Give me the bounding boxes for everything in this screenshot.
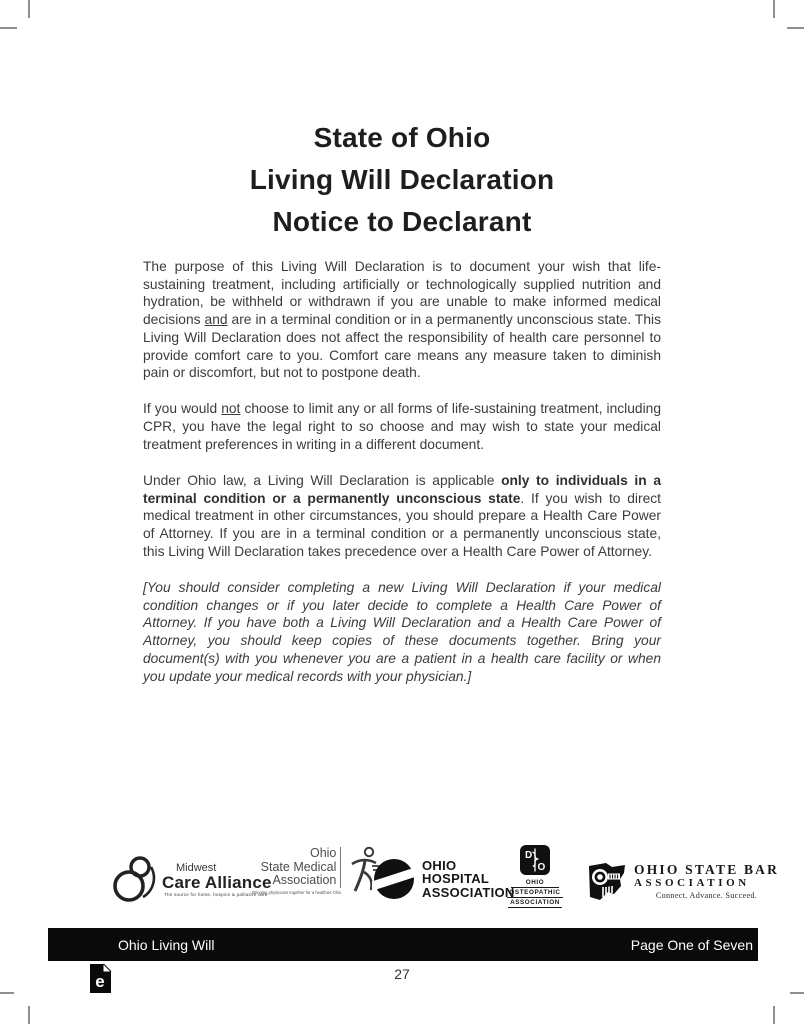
mca-brand-top: Midwest <box>176 861 217 874</box>
paragraph-purpose <box>143 258 661 382</box>
ooa-line-3: ASSOCIATION <box>510 899 560 906</box>
crop-mark-bottom-left-vertical <box>28 1006 30 1024</box>
title-line-3: Notice to Declarant <box>272 206 532 237</box>
document-title <box>0 117 804 243</box>
mca-brand-main: Care Alliance <box>162 872 272 892</box>
paragraph-purpose-text: The purpose of this Living Will Declaration is to document your wish that life-sustaining treatment, including artificially or technologically supplied nutrition and hydration, be withheld or withdrawn if you are unable to make informed medical decisions <box>143 259 661 328</box>
paragraph-applicability-bold-text: only to individuals in a terminal condition or a permanently unconscious state <box>143 473 661 506</box>
footer-page-label: Page One of Seven <box>630 936 753 953</box>
ooa-line-1: OHIO <box>511 878 559 888</box>
osma-wordmark <box>252 847 341 895</box>
edoc-letter: e <box>95 972 105 991</box>
edocument-icon <box>89 963 112 999</box>
logo-midwest-care-alliance <box>112 853 272 905</box>
osba-wordmark <box>634 862 779 900</box>
osma-line-3: Association <box>272 873 337 887</box>
osma-line-2: State Medical <box>260 859 337 874</box>
paragraph-choice <box>143 400 661 453</box>
paragraph-choice-underlined-word: not <box>221 401 241 417</box>
oha-line-2: HOSPITAL <box>422 871 490 887</box>
osba-line-2: ASSOCIATION <box>634 877 750 889</box>
crop-mark-bottom-right-horizontal <box>790 992 804 994</box>
title-line-1: State of Ohio <box>313 122 491 153</box>
ooa-dso-badge-icon <box>520 845 550 875</box>
page-number: 27 <box>394 966 410 982</box>
title-line-2: Living Will Declaration <box>249 164 555 195</box>
ooa-badge-letter-d: D <box>525 850 533 861</box>
crop-mark-bottom-right-vertical <box>773 1006 775 1024</box>
document-body <box>143 258 661 704</box>
logo-ohio-state-medical-association <box>252 847 383 895</box>
paragraph-applicability-text: Under Ohio law, a Living Will Declaration is applicable <box>143 473 502 489</box>
logo-ohio-osteopathic-association <box>504 845 566 908</box>
footer-bar <box>48 928 758 961</box>
crop-mark-bottom-left-horizontal <box>0 992 14 994</box>
osma-tagline: Bringing physicians together for a healthier Ohio <box>252 889 342 895</box>
oha-wordmark <box>422 859 515 900</box>
footer-document-name: Ohio Living Will <box>118 936 215 953</box>
paragraph-advisory-italic: [You should consider completing a new Living Will Declaration if your medical condition changes or if you later decide to complete a Health Care Power of Attorney. If you have both a Living Will Declaration and a Health Care Power of Attorney, you should keep copies of these documents together. Bring your document(s) with you whenever you are a patient in a health care facility or when you update your medical records with your physician.] <box>143 580 661 684</box>
paragraph-applicability-text-cont: . If you wish to direct medical treatment in other circumstances, you should prepare a Health Care Power of Attorney. If you are in a terminal condition or a permanently unconscious state, this Living Will Declaration takes precedence over a Health Care Power of Attorney. <box>143 490 661 559</box>
crop-mark-top-left-horizontal <box>0 27 17 29</box>
midwest-care-alliance-rings-icon <box>112 853 160 905</box>
mca-tagline: The source for home, hospice & palliative care <box>164 891 268 897</box>
paragraph-applicability <box>143 472 661 561</box>
osma-line-1: Ohio <box>309 846 337 860</box>
osba-tagline: Connect. Advance. Succeed. <box>655 891 758 900</box>
ooa-line-2: OSTEOPATHIC <box>509 889 561 896</box>
oha-line-1: OHIO <box>422 857 457 873</box>
paragraph-choice-text-cont: choose to limit any or all forms of life-sustaining treatment, including CPR, you have the legal right to so choose and may wish to state your medical treatment preferences in writing in a different document. <box>143 401 661 452</box>
osba-ohio-shape-icon <box>587 859 627 904</box>
crop-mark-top-left-vertical <box>28 0 30 18</box>
ooa-badge-letter-o: O <box>537 862 546 873</box>
oha-circle-icon <box>372 857 416 901</box>
osba-line-1: OHIO STATE BAR <box>634 862 780 877</box>
logo-ohio-state-bar-association <box>587 859 779 904</box>
paragraph-purpose-text-cont: are in a terminal condition or in a permanently unconscious state. This Living Will Declaration does not affect the responsibility of health care personnel to provide comfort care to you. Comfort care means any measure taken to diminish pain or discomfort, but not to postpone death. <box>143 312 661 381</box>
logo-ohio-hospital-association <box>372 857 515 901</box>
oha-line-3: ASSOCIATION <box>422 884 515 900</box>
crop-mark-top-right-horizontal <box>787 27 804 29</box>
paragraph-purpose-underlined-word: and <box>204 312 228 328</box>
crop-mark-top-right-vertical <box>773 0 775 18</box>
paragraph-choice-text: If you would <box>143 401 222 417</box>
